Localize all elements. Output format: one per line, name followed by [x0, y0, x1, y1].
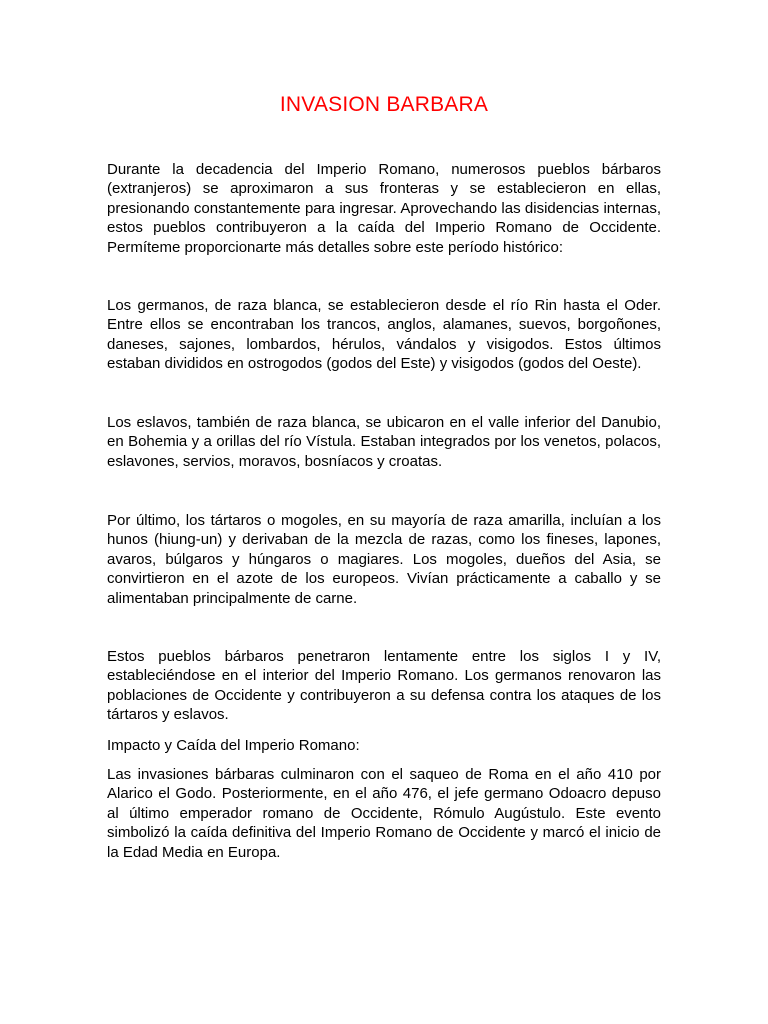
- paragraph-eslavos: Los eslavos, también de raza blanca, se ubicaron en el valle inferior del Danubio, en Bohemia y a orillas del río Vístula. Estaban integrados por los venetos, polacos, eslavones, servios, moravos, bosníacos y croatas.: [107, 414, 661, 470]
- paragraph-caida: Las invasiones bárbaras culminaron con el saqueo de Roma en el año 410 por Alarico el Godo. Posteriormente, en el año 476, el jefe germano Odoacro depuso al último emperador romano de Occidente, Rómulo Augústulo. Este evento simbolizó la caída definitiva del Imperio Romano de Occidente y marcó el inicio de la Edad Media en Europa.: [107, 766, 661, 861]
- paragraph-decadencia: Durante la decadencia del Imperio Romano, numerosos pueblos bárbaros (extranjeros) se aproximaron a sus fronteras y se establecieron en ellas, presionando constantemente para ingresar. Aprovechando las disidencias internas, estos pueblos contribuyeron a la caída del Imperio Romano de Occidente. Permíteme proporcionarte más detalles sobre este período histórico:: [107, 161, 661, 256]
- document-title: INVASION BARBARA: [279, 93, 489, 116]
- paragraph-penetracion: Estos pueblos bárbaros penetraron lentamente entre los siglos I y IV, estableciéndose en el interior del Imperio Romano. Los germanos renovaron las poblaciones de Occidente y contribuyeron a su defensa contra los ataques de los tártaros y eslavos.: [107, 648, 661, 724]
- paragraph-germanos: Los germanos, de raza blanca, se establecieron desde el río Rin hasta el Oder. Entre ellos se encontraban los trancos, anglos, alamanes, suevos, borgoñones, daneses, sajones, lombardos, hérulos, vándalos y visigodos. Estos últimos estaban divididos en ostrogodos (godos del Este) y visigodos (godos del Oeste).: [107, 297, 661, 373]
- section-heading-impacto: Impacto y Caída del Imperio Romano:: [107, 737, 360, 754]
- paragraph-tartaros: Por último, los tártaros o mogoles, en su mayoría de raza amarilla, incluían a los hunos (hiung-un) y derivaban de la mezcla de razas, como los fineses, lapones, avaros, búlgaros y húngaros o magiares. Los mogoles, dueños del Asia, se convirtieron en el azote de los europeos. Vivían prácticamente a caballo y se alimentaban principalmente de carne.: [107, 512, 661, 607]
